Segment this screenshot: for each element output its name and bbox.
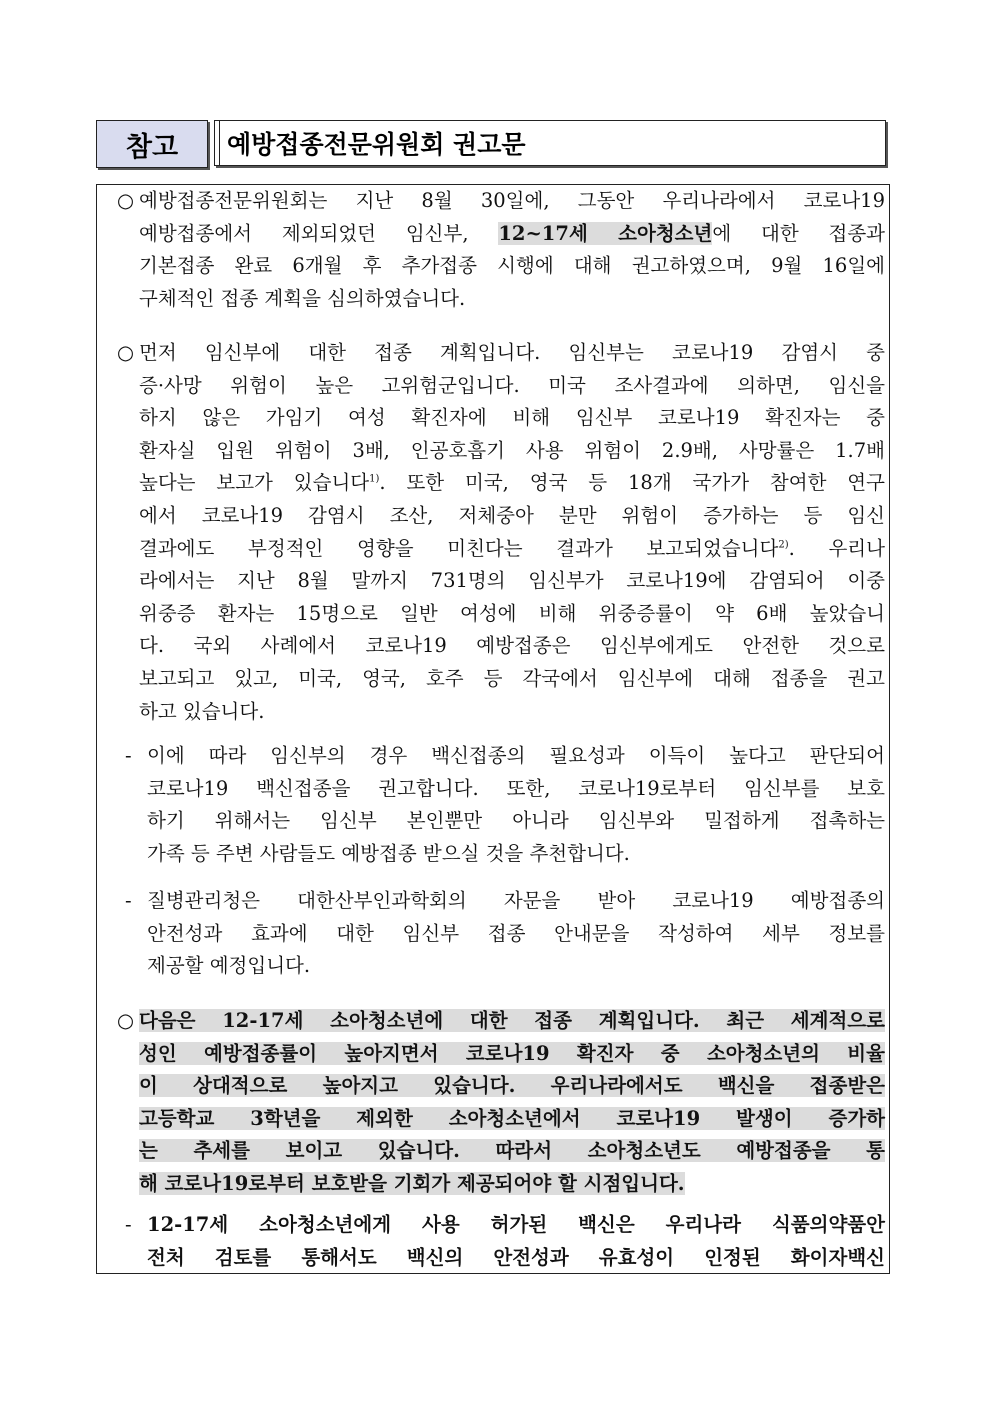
highlight-text: 는 추세를 보이고 있습니다. 따라서 소아청소년도 예방접종을 통	[139, 1139, 885, 1163]
highlight-text: 성인 예방접종률이 높아지면서 코로나19 확진자 중 소아청소년의 비율	[139, 1041, 885, 1065]
footnote-ref: 1)	[369, 473, 380, 485]
highlight-age-group: 12~17세 소아청소년	[498, 221, 713, 245]
text-line: 하기 위해서는 임신부 본인뿐만 아니라 임신부와 밀접하게 접촉하는	[147, 809, 885, 833]
text-line	[139, 218, 885, 251]
text-fragment: . 우리나	[788, 536, 885, 560]
circle-bullet-icon: ○	[117, 341, 135, 364]
text-line	[139, 1168, 885, 1201]
text-line: 다. 국외 사례에서 코로나19 예방접종은 임신부에게도 안전한 것으로	[139, 634, 885, 658]
text-line: 하지 않은 가임기 여성 확진자에 비해 임신부 코로나19 확진자는 중	[139, 406, 885, 430]
text-line: 코로나19 백신접종을 권고합니다. 또한, 코로나19로부터 임신부를 보호	[147, 776, 885, 800]
dash-bullet-icon: -	[125, 744, 132, 767]
text-line: 증·사망 위험이 높은 고위험군입니다. 미국 조사결과에 의하면, 임신을	[139, 373, 885, 397]
text-line	[139, 467, 885, 500]
text-line: 12-17세 소아청소년에게 사용 허가된 백신은 우리나라 식품의약품안	[147, 1213, 885, 1236]
circle-bullet-icon: ○	[117, 1009, 135, 1032]
dash-bullet-icon: -	[125, 1213, 132, 1236]
reference-header	[96, 120, 888, 168]
highlight-text: 다음은 12-17세 소아청소년에 대한 접종 계획입니다. 최근 세계적으로	[139, 1009, 885, 1032]
text-line	[139, 1038, 885, 1071]
text-line: 위중증 환자는 15명으로 일반 여성에 비해 위중증률이 약 6배 높았습니	[139, 601, 885, 625]
text-line: 보고되고 있고, 미국, 영국, 호주 등 각국에서 임신부에 대해 접종을 권고	[139, 666, 885, 690]
paragraph-guidance-notice	[117, 885, 887, 983]
paragraph-adolescent-vaccine	[117, 1209, 887, 1274]
paragraph-pregnant-plan	[117, 337, 887, 728]
text-line	[139, 1135, 885, 1168]
dash-bullet-icon: -	[125, 889, 132, 912]
text-fragment: 높다는 보고가 있습니다	[139, 471, 370, 495]
text-line: 가족 등 주변 사람들도 예방접종 받으실 것을 추천합니다.	[147, 841, 630, 865]
text-line: 하고 있습니다.	[139, 699, 265, 723]
text-line: 질병관리청은 대한산부인과학회의 자문을 받아 코로나19 예방접종의	[147, 889, 885, 912]
highlight-text: 이 상대적으로 높아지고 있습니다. 우리나라에서도 백신을 접종받은	[139, 1074, 885, 1098]
text-line: 구체적인 접종 계획을 심의하였습니다.	[139, 286, 466, 310]
text-line: 안전성과 효과에 대한 임신부 접종 안내문을 작성하여 세부 정보를	[147, 921, 885, 945]
text-line: 먼저 임신부에 대한 접종 계획입니다. 임신부는 코로나19 감염시 중	[139, 341, 885, 364]
text-line: 예방접종전문위원회는 지난 8월 30일에, 그동안 우리나라에서 코로나19	[139, 189, 885, 212]
paragraph-schedule-overview	[117, 185, 887, 315]
text-fragment: 에 대한 접종과	[712, 221, 885, 245]
text-fragment: 결과에도 부정적인 영향을 미친다는 결과가 보고되었습니다	[139, 536, 779, 560]
paragraph-adolescent-plan	[117, 1005, 887, 1201]
text-line: 라에서는 지난 8월 말까지 731명의 임신부가 코로나19에 감염되어 이중	[139, 569, 885, 593]
text-line	[139, 533, 885, 566]
text-fragment: . 또한 미국, 영국 등 18개 국가가 참여한 연구	[379, 471, 885, 495]
text-line: 전처 검토를 통해서도 백신의 안전성과 유효성이 인정된 화이자백신	[147, 1245, 885, 1269]
text-line	[139, 1103, 885, 1136]
recommendation-body	[96, 184, 890, 1274]
page-title	[214, 120, 886, 166]
page-title-text: 예방접종전문위원회 권고문	[227, 130, 526, 159]
highlight-text: 해 코로나19로부터 보호받을 기회가 제공되어야 할 시점입니다.	[139, 1171, 685, 1195]
text-line	[139, 1005, 885, 1038]
text-line: 제공할 예정입니다.	[147, 954, 311, 978]
highlight-text: 고등학교 3학년을 제외한 소아청소년에서 코로나19 발생이 증가하	[139, 1106, 885, 1130]
paragraph-pregnant-recommendation	[117, 740, 887, 870]
footnote-ref: 2)	[778, 539, 789, 551]
text-line: 기본접종 완료 6개월 후 추가접종 시행에 대해 권고하였으며, 9월 16일에	[139, 254, 885, 278]
text-line: 에서 코로나19 감염시 조산, 저체중아 분만 위험이 증가하는 등 임신	[139, 503, 885, 527]
text-line: 환자실 입원 위험이 3배, 인공호흡기 사용 위험이 2.9배, 사망률은 1.7배	[139, 438, 885, 462]
reference-tag: 참고	[96, 120, 208, 168]
text-line	[139, 1070, 885, 1103]
text-fragment: 예방접종에서 제외되었던 임신부,	[139, 221, 499, 245]
text-line: 이에 따라 임신부의 경우 백신접종의 필요성과 이득이 높다고 판단되어	[147, 744, 885, 767]
circle-bullet-icon: ○	[117, 189, 135, 212]
